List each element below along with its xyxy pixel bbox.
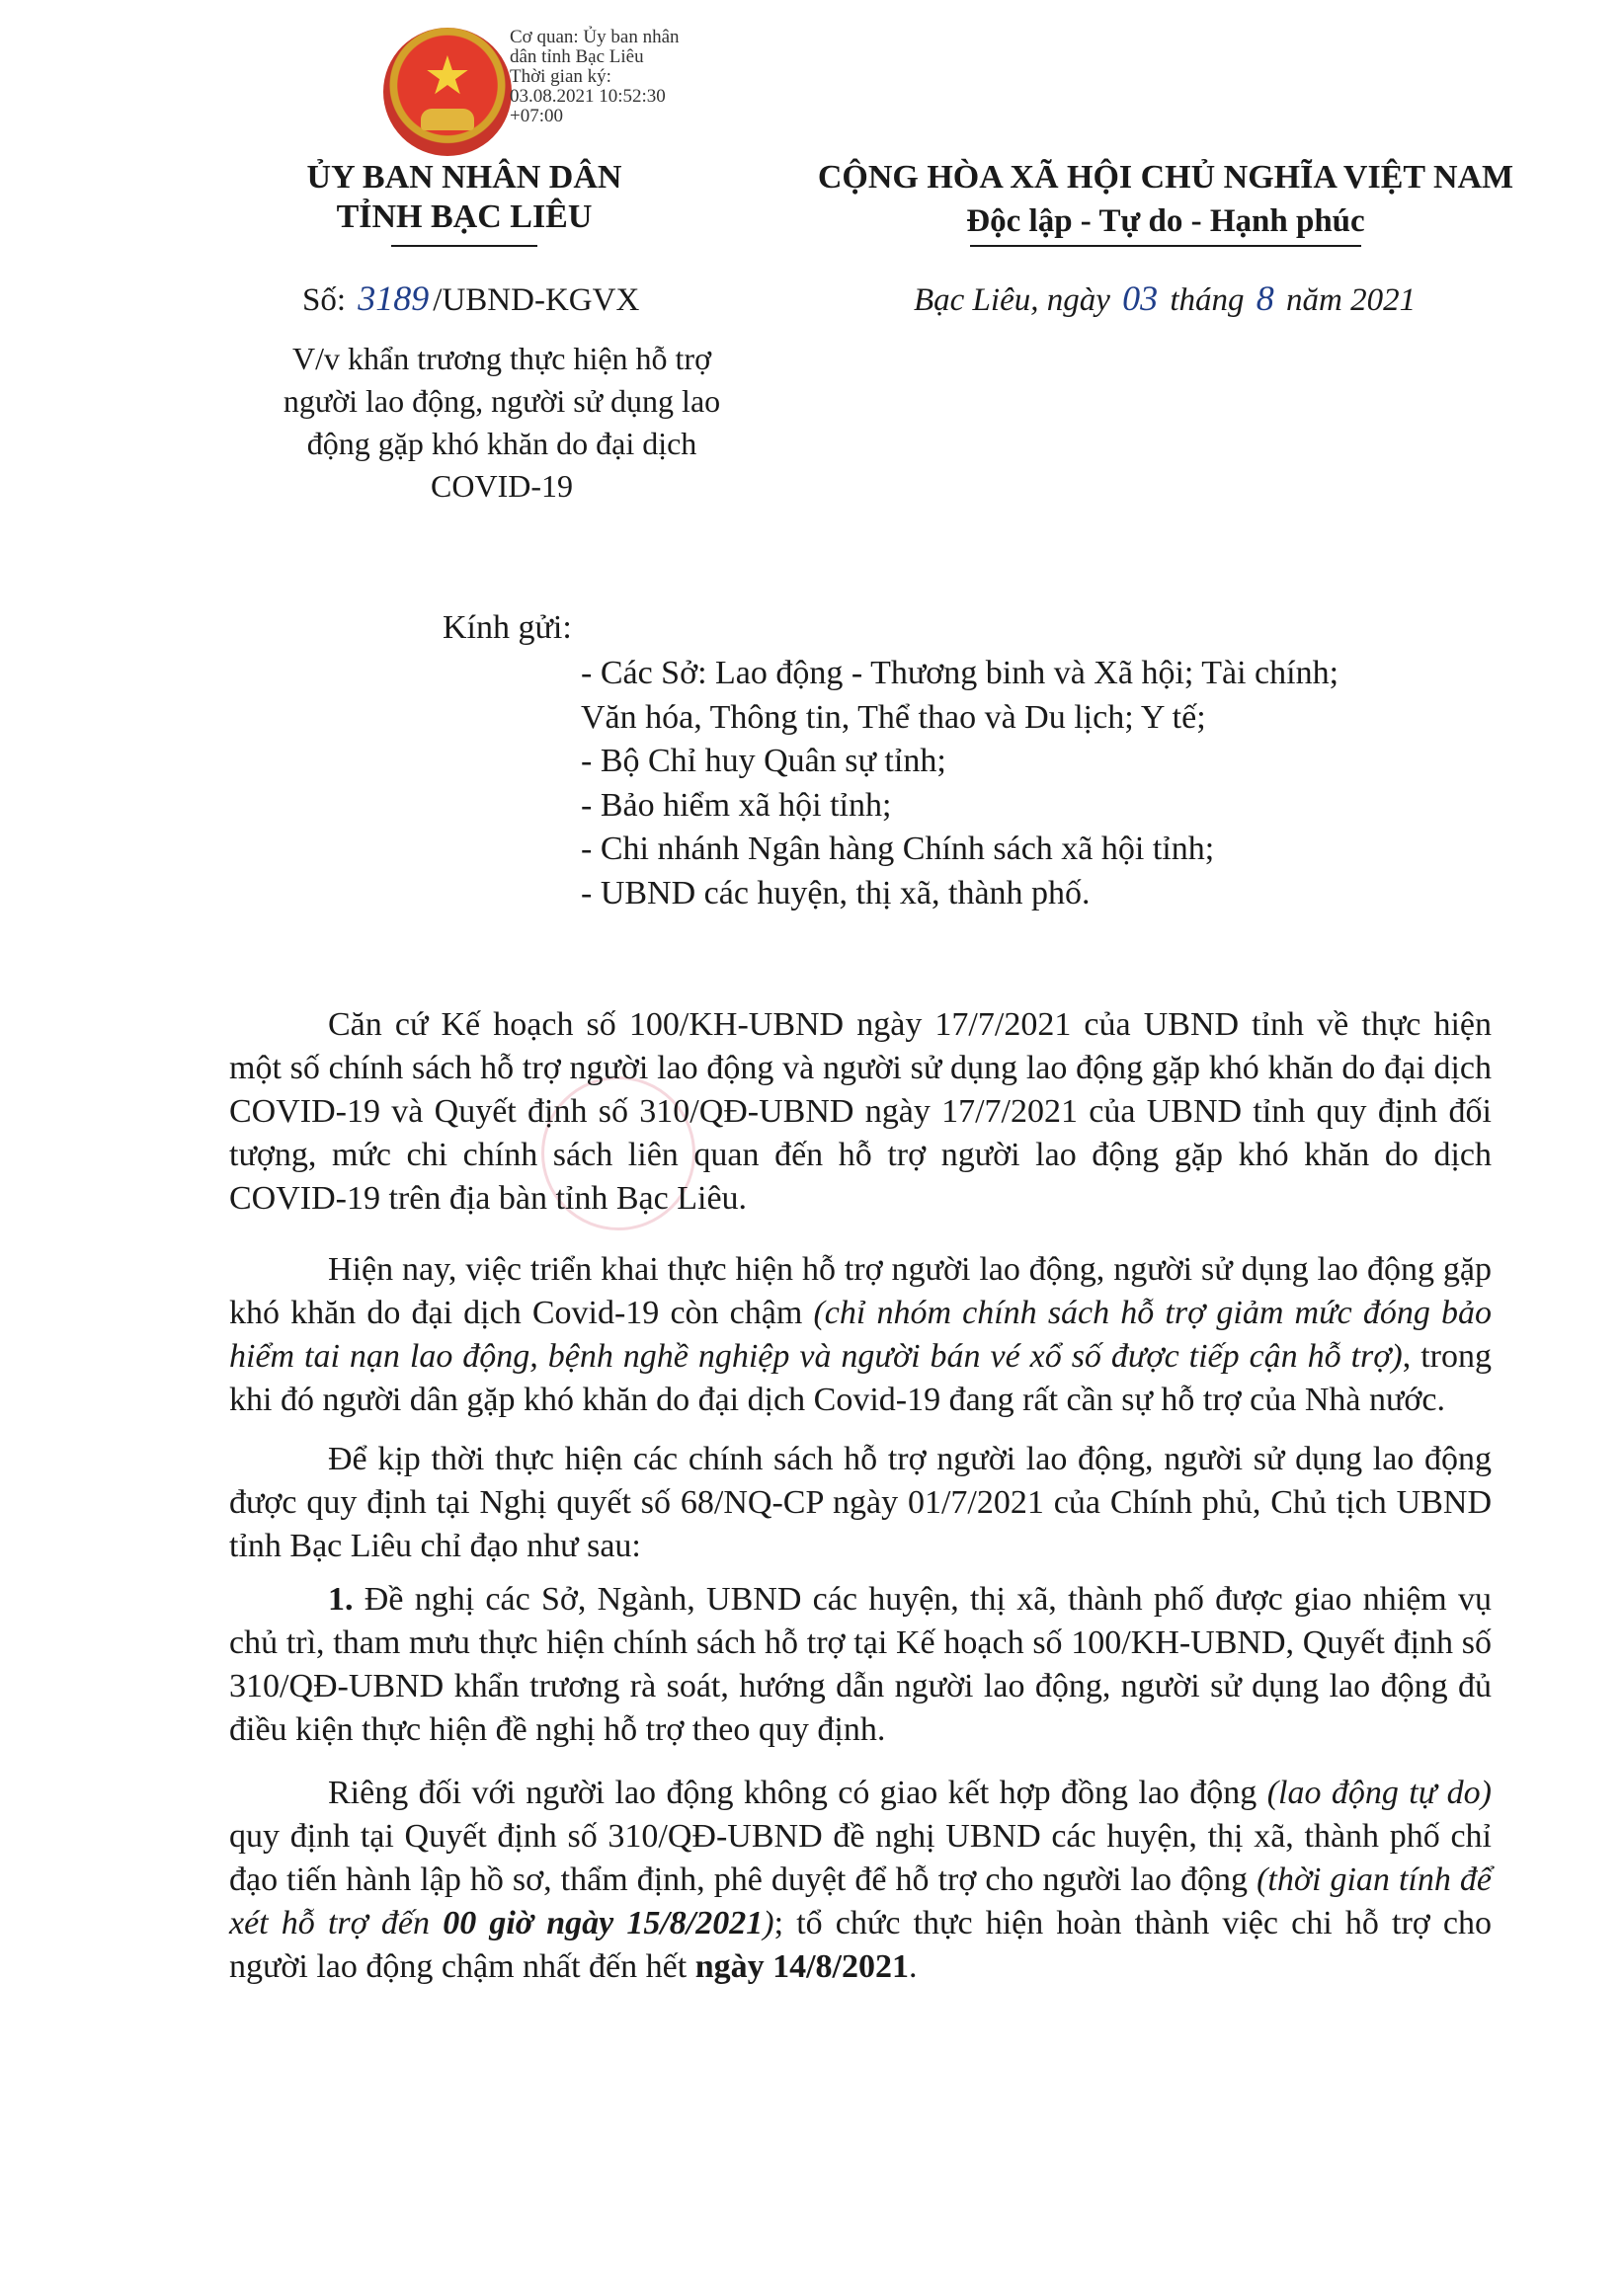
document-body [229, 1003, 1492, 2003]
item-number: 1. [328, 1581, 354, 1618]
signature-time-label: Thời gian ký: [510, 66, 611, 87]
place-date [914, 278, 1416, 320]
recipient-item: Văn hóa, Thông tin, Thể thao và Du lịch; Y tế; [581, 698, 1206, 736]
signature-agency-cont: dân tỉnh Bạc Liêu [510, 46, 644, 67]
year-text: năm 2021 [1286, 282, 1417, 318]
paragraph-direction-intro: Để kịp thời thực hiện các chính sách hỗ trợ người lao động, người sử dụng lao động được quy định tại Nghị quyết số 68/NQ-CP ngày 01/7/2021 của Chính phủ, Chủ tịch UBND tỉnh Bạc Liêu chỉ đạo như sau: [229, 1441, 1492, 1564]
subject-line: V/v khẩn trương thực hiện hỗ trợ [291, 341, 711, 376]
nation-title: CỘNG HÒA XÃ HỘI CHỦ NGHĨA VIỆT NAM [817, 159, 1514, 196]
place-prefix: Bạc Liêu, ngày [914, 282, 1110, 318]
month-word: tháng [1170, 282, 1245, 318]
day-handwritten: 03 [1122, 278, 1159, 318]
recipient-item: - UBND các huyện, thị xã, thành phố. [581, 874, 1091, 911]
paragraph-item-1: 1. Đề nghị các Sở, Ngành, UBND các huyện, thị xã, thành phố được giao nhiệm vụ chủ trì, tham mưu thực hiện chính sách hỗ trợ tại Kế hoạch số 100/KH-UBND, Quyết định số 310/QĐ-UBND khẩn trương rà soát, hướng dẫn người lao động, người sử dụng lao động đủ điều kiện thực hiện đề nghị hỗ trợ theo quy định. [229, 1581, 1492, 1748]
subject-line: động gặp khó khăn do đại dịch [306, 426, 697, 461]
org-name-line1: ỦY BAN NHÂN DÂN [306, 159, 622, 196]
national-emblem-icon [383, 28, 512, 156]
italic-note: (lao động tự do) [1266, 1775, 1492, 1811]
recipient-list [581, 652, 1509, 915]
paragraph-free-labor: Riêng đối với người lao động không có giao kết hợp đồng lao động (lao động tự do) quy định tại Quyết định số 310/QĐ-UBND đề nghị UBND các huyện, thị xã, thành phố chỉ đạo tiến hành lập hồ sơ, thẩm định, phê duyệt để hỗ trợ cho người lao động (thời gian tính để xét hỗ trợ đến 00 giờ ngày 15/8/2021); tổ chức thực hiện hoàn thành việc chi hỗ trợ cho người lao động chậm nhất đến hết ngày 14/8/2021. [229, 1775, 1492, 1985]
subject-line: người lao động, người sử dụng lao [283, 383, 721, 419]
greeting: Kính gửi: [443, 609, 572, 646]
document-number [302, 278, 639, 320]
emblem-star-icon: ★ [423, 46, 472, 106]
signature-timezone: +07:00 [510, 106, 563, 126]
org-name-line2: TỈNH BẠC LIÊU [336, 198, 593, 235]
recipient-item: - Bộ Chỉ huy Quân sự tỉnh; [581, 743, 946, 779]
org-underline [391, 245, 537, 247]
payment-deadline: ngày 14/8/2021 [694, 1948, 909, 1985]
paragraph-current-status: Hiện nay, việc triển khai thực hiện hỗ trợ người lao động, người sử dụng lao động gặp khó khăn do đại dịch Covid-19 còn chậm (chỉ nhóm chính sách hỗ trợ giảm mức đóng bảo hiểm tai nạn lao động, bệnh nghề nghiệp và người bán vé xổ số được tiếp cận hỗ trợ), trong khi đó người dân gặp khó khăn do đại dịch Covid-19 đang rất cần sự hỗ trợ của Nhà nước. [229, 1251, 1492, 1418]
paragraph-legal-basis: Căn cứ Kế hoạch số 100/KH-UBND ngày 17/7/2021 của UBND tỉnh về thực hiện một số chính sách hỗ trợ người lao động và người sử dụng lao động gặp khó khăn do đại dịch COVID-19 và Quyết định số 310/QĐ-UBND ngày 17/7/2021 của UBND tỉnh quy định đối tượng, mức chi chính sách liên quan đến hỗ trợ người lao động gặp khó khăn do dịch COVID-19 trên địa bàn tỉnh Bạc Liêu. [229, 1006, 1492, 1217]
doc-no-handwritten: 3189 [358, 278, 430, 318]
recipient-item: - Bảo hiểm xã hội tỉnh; [581, 786, 892, 824]
doc-no-prefix: Số: [302, 282, 347, 318]
nation-motto: Độc lập - Tự do - Hạnh phúc [966, 203, 1365, 239]
italic-deadline-note: (thời gian tính để xét hỗ trợ đến 00 giờ ngày 15/8/2021) [229, 1861, 1492, 1941]
emblem-gear-icon [421, 109, 474, 130]
italic-note: (chỉ nhóm chính sách hỗ trợ giảm mức đóng bảo hiểm tai nạn lao động, bệnh nghề nghiệp và người bán vé xổ số được tiếp cận hỗ trợ) [229, 1295, 1492, 1375]
digital-signature-info [510, 28, 737, 126]
month-handwritten: 8 [1256, 278, 1274, 318]
recipient-item: - Các Sở: Lao động - Thương binh và Xã hội; Tài chính; [581, 655, 1339, 691]
motto-underline [970, 245, 1361, 247]
signature-time-value: 03.08.2021 10:52:30 [510, 86, 666, 107]
issuing-organization [267, 158, 662, 237]
signature-agency: Cơ quan: Ủy ban nhân [510, 27, 680, 47]
recipient-item: - Chi nhánh Ngân hàng Chính sách xã hội tỉnh; [581, 831, 1215, 867]
deadline-time: 00 giờ ngày 15/8/2021 [443, 1905, 764, 1941]
doc-no-suffix: /UBND-KGVX [433, 282, 640, 318]
subject-line: COVID-19 [431, 468, 573, 504]
document-subject [245, 338, 759, 508]
